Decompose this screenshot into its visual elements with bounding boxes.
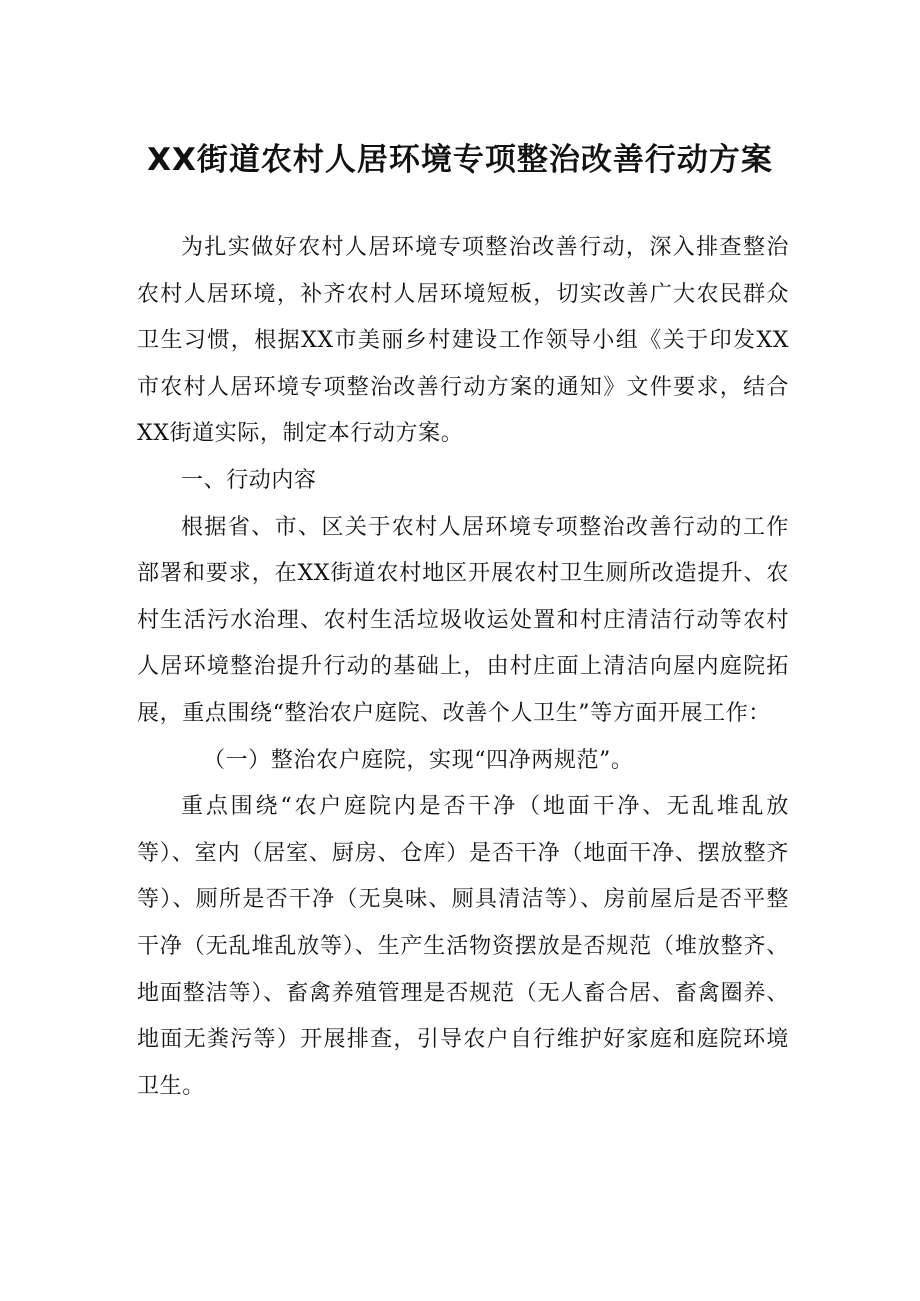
subsection-heading-courtyard: （一）整治农户庭院，实现“四净两规范”。 xyxy=(203,747,634,773)
document-title: XX街道农村人居环境专项整治改善行动方案 xyxy=(147,142,773,178)
intro-paragraph: 为扎实做好农村人居环境专项整治改善行动，深入排查整治农村人居环境，补齐农村人居环境短板，切实改善广大农民群众卫生习惯，根据XX市美丽乡村建设工作领导小组《关于印发XX市农村人居环境专项整治改善行动方案的通知》文件要求，结合XX街道实际，制定本行动方案。 xyxy=(137,235,789,447)
document-body xyxy=(137,225,789,1110)
courtyard-paragraph: 重点围绕“农户庭院内是否干净（地面干净、无乱堆乱放等）、室内（居室、厨房、仓库）是否干净（地面干净、摆放整齐等）、厕所是否干净（无臭味、厕具清洁等）、房前屋后是否平整干净（无乱堆乱放等）、生产生活物资摆放是否规范（堆放整齐、地面整洁等）、畜禽养殖管理是否规范（无人畜合居、畜禽圈养、地面无粪污等）开展排查，引导农户自行维护好家庭和庭院环境卫生。 xyxy=(137,794,789,1099)
section-heading-action-content: 一、行动内容 xyxy=(181,467,317,493)
action-content-paragraph: 根据省、市、区关于农村人居环境专项整治改善行动的工作部署和要求，在XX街道农村地区开展农村卫生厕所改造提升、农村生活污水治理、农村生活垃圾收运处置和村庄清洁行动等农村人居环境整治提升行动的基础上，由村庄面上清洁向屋内庭院拓展，重点围绕“整治农户庭院、改善个人卫生”等方面开展工作： xyxy=(137,514,789,726)
